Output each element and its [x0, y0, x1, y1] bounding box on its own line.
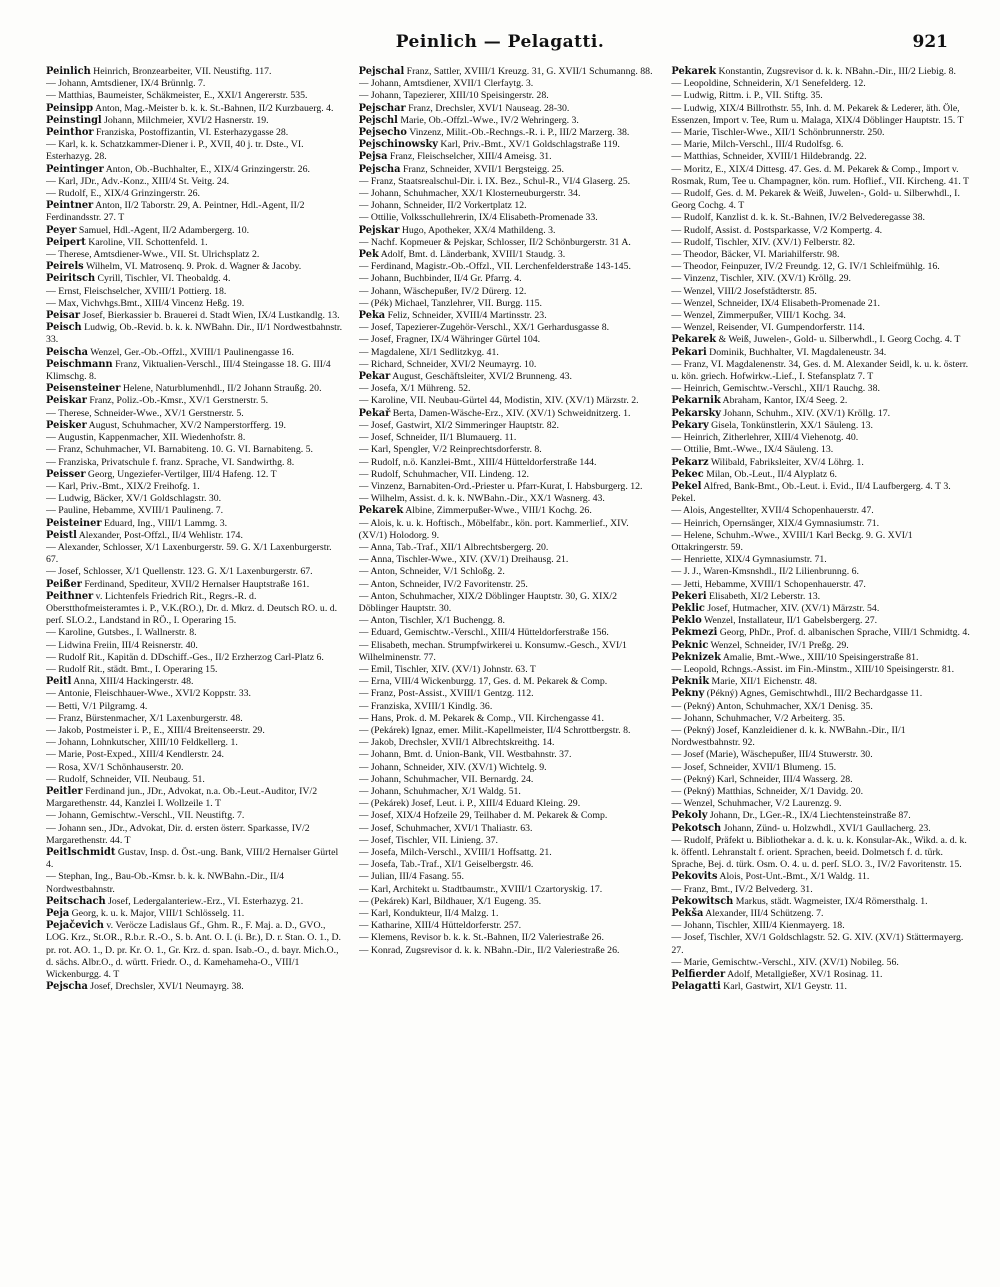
directory-entry: Peisker August, Schuhmacher, XV/2 Namperstorfferg. 19.: [46, 419, 286, 431]
directory-entry: — Julian, III/4 Fasang. 55.: [358, 871, 464, 883]
directory-entry: — Marie, Post-Exped., XIII/4 Kendlerstr. 24.: [46, 749, 224, 761]
directory-entry: — (Pekárek) Karl, Bildhauer, X/1 Eugeng. 35.: [358, 895, 542, 907]
directory-entry: Peisser Georg, Ungeziefer-Vertilger, III/4 Hafeng. 12. T: [46, 468, 277, 480]
directory-entry: — Franziska, XVIII/1 Kindlg. 36.: [358, 700, 493, 712]
directory-entry: Peisteiner Eduard, Ing., VIII/1 Lammg. 3.: [46, 517, 228, 529]
directory-entry: — Karoline, VII. Neubau-Gürtel 44, Modistin, XIV. (XV/1) Märzstr. 2.: [358, 395, 639, 407]
directory-entry: Pekarz Wilibald, Fabriksleiter, XV/4 Löhrg. 1.: [671, 456, 864, 468]
directory-entry: — Josef, Schuhmacher, XVI/1 Thaliastr. 63.: [358, 822, 533, 834]
directory-entry: — Pauline, Hebamme, XVIII/1 Paulineng. 7.: [46, 505, 224, 517]
directory-entry: — Ludwig, XIX/4 Billrothstr. 55, Inh. d. M. Pekarek & Lederer, äth. Öle, Essenzen, Import v. Tee, Rum u. Malaga, XIX/4 Döblinger Hauptstr. 15. T: [671, 102, 964, 126]
directory-entry: Peitlschmidt Gustav, Insp. d. Öst.-ung. Bank, VIII/2 Hernalser Gürtel 4.: [46, 847, 339, 871]
directory-entry: — Josefa, X/1 Mühreng. 52.: [358, 383, 471, 395]
directory-entry: — Johann, Amtsdiener, IX/4 Brünnlg. 7.: [46, 78, 206, 90]
directory-entry: — Henriette, XIX/4 Gymnasiumstr. 71.: [671, 554, 827, 566]
directory-entry: — (Pekárek) Josef, Leut. i. P., XIII/4 Eduard Kleing. 29.: [358, 798, 581, 810]
page-header: [40, 32, 960, 60]
directory-entry: — Magdalene, XI/1 Sedlitzkyg. 41.: [358, 346, 499, 358]
directory-entry: — Josef, Schlosser, X/1 Quellenstr. 123. G. X/1 Laxenburgerstr. 67.: [46, 566, 313, 578]
directory-entry: — Alexander, Schlosser, X/1 Laxenburgerstr. 59. G. X/1 Laxenburgerstr. 67.: [46, 541, 332, 566]
directory-entry: — (Pekárek) Ignaz, emer. Milit.-Kapellmeister, II/4 Schrottbergstr. 8.: [358, 724, 631, 736]
directory-entry: — (Pekný) Anton, Schuhmacher, XX/1 Denisg. 35.: [671, 700, 873, 712]
directory-entry: — Johann, Gemischtw.-Verschl., VII. Neustiftg. 7.: [46, 810, 245, 822]
directory-entry: — Franz, Bürstenmacher, X/1 Laxenburgerstr. 48.: [46, 712, 243, 724]
directory-entry: — Johann, Schuhmacher, X/1 Waldg. 51.: [358, 785, 521, 797]
directory-entry: Peintner Anton, II/2 Taborstr. 29, A. Peintner, Hdl.-Agent, II/2 Ferdinandsstr. 27. T: [46, 200, 305, 224]
directory-entry: — Anton, Tischler, X/1 Buchengg. 8.: [358, 615, 505, 627]
directory-entry: Peischa Wenzel, Ger.-Ob.-Offzl., XVIII/1 Paulinengasse 16.: [46, 346, 294, 358]
directory-entry: — Karoline, Gutsbes., I. Wallnerstr. 8.: [46, 627, 197, 639]
directory-entry: Peiskar Franz, Poliz.-Ob.-Kmsr., XV/1 Gerstnerstr. 5.: [46, 395, 269, 407]
directory-entry: — Moritz, E., XIX/4 Dittesg. 47. Ges. d. M. Pekarek & Comp., Import v. Rosmak, Rum, Tee u. Champagner, kön. rum. Hoflief., VII. Kircheng. 41. T: [671, 163, 970, 187]
directory-entry: — Johann, Schuhmacher, V/2 Arbeiterg. 35.: [671, 712, 845, 724]
directory-entry: — Josef, XIX/4 Hofzeile 29, Teilhaber d. M. Pekarek & Comp.: [358, 810, 608, 822]
directory-entry: — Heinrich, Zitherlehrer, XIII/4 Viehenotg. 40.: [671, 432, 859, 444]
directory-entry: — Ottilie, Bmt.-Wwe., IX/4 Säuleng. 13.: [671, 444, 834, 456]
directory-entry: — Johann, Buchbinder, II/4 Gr. Pfarrg. 4.: [358, 273, 522, 285]
directory-entry: — (Pekný) Karl, Schneider, III/4 Wasserg. 28.: [671, 773, 853, 785]
directory-entry: — Lidwina Freiin, III/4 Reisnerstr. 40.: [46, 639, 198, 651]
directory-entry: Pekel Alfred, Bank-Bmt., Ob.-Leut. i. Evid., II/4 Laufbergerg. 4. T 3. Pekel.: [671, 480, 951, 505]
directory-entry: — Emil, Tischler, XIV. (XV/1) Johnstr. 63. T: [358, 663, 536, 675]
directory-entry: Pekec Milan, Ob.-Leut., II/4 Alyplatz 6.: [671, 468, 837, 480]
directory-entry: — Matthias, Baumeister, Schäkmeister, E., XXI/1 Angererstr. 535.: [46, 90, 308, 102]
directory-entry: — Anna, Tab.-Traf., XII/1 Albrechtsbergerg. 20.: [358, 541, 549, 553]
directory-entry: — Leopold, Rchngs.-Assist. im Fin.-Minstm., XIII/10 Speisingerstr. 81.: [671, 663, 955, 675]
directory-entry: Pelfierder Adolf, Metallgießer, XV/1 Rosinag. 11.: [671, 969, 883, 981]
directory-entry: — Johann, Bmt. d. Union-Bank, VII. Westbahnstr. 37.: [358, 749, 572, 761]
directory-entry: Peknik Marie, XII/1 Eichenstr. 48.: [671, 676, 818, 688]
directory-entry: Peklic Josef, Hutmacher, XIV. (XV/1) Märzstr. 54.: [671, 602, 880, 614]
directory-entry: — Ludwig, Bäcker, XV/1 Goldschlagstr. 30.: [46, 493, 222, 505]
directory-entry: Peinsipp Anton, Mag.-Meister b. k. k. St.-Bahnen, II/2 Kurzbauerg. 4.: [46, 102, 334, 114]
directory-entry: — Franziska, Privatschule f. franz. Sprache, VI. Sandwirthg. 8.: [46, 456, 295, 468]
directory-entry: Peistl Alexander, Post-Offzl., II/4 Wehlistr. 174.: [46, 529, 243, 541]
directory-entry: — Jakob, Drechsler, XVII/1 Albrechtskreithg. 14.: [358, 737, 555, 749]
directory-entry: — Karl, JDr., Adv.-Konz., XIII/4 St. Veitg. 24.: [46, 175, 230, 187]
directory-entry: — Josef, Schneider, XVII/1 Blumeng. 15.: [671, 761, 837, 773]
directory-entry: — Heinrich, Gemischtw.-Verschl., XII/1 Rauchg. 38.: [671, 383, 880, 395]
directory-entry: Peirels Wilhelm, VI. Matrosenq. 9. Prok. d. Wagner & Jacoby.: [46, 261, 302, 273]
directory-entry: — Josef, Fragner, IX/4 Währinger Gürtel 104.: [358, 334, 541, 346]
directory-entry: — Richard, Schneider, XVI/2 Neumayrg. 10.: [358, 358, 537, 370]
directory-entry: — Anna, Tischler-Wwe., XIV. (XV/1) Dreihausg. 21.: [358, 554, 569, 566]
directory-entry: — Helene, Schuhm.-Wwe., XVIII/1 Karl Beckg. 9. G. XVI/1 Ottakringerstr. 59.: [671, 529, 913, 553]
directory-entry: — Heinrich, Opernsänger, XIX/4 Gymnasiumstr. 71.: [671, 517, 880, 529]
directory-entry: — Matthias, Schneider, XVIII/1 Hildebrandg. 22.: [671, 151, 867, 163]
directory-entry: Pejscha Josef, Drechsler, XVI/1 Neumayrg. 38.: [46, 981, 244, 993]
directory-entry: — Theodor, Bäcker, VI. Mariahilferstr. 98.: [671, 249, 840, 261]
directory-entry: — Leopoldine, Schneiderin, X/1 Senefelderg. 12.: [671, 78, 866, 90]
directory-entry: Pekarnik Abraham, Kantor, IX/4 Seeg. 2.: [671, 395, 848, 407]
directory-entry: — Rudolf, Ges. d. M. Pekarek & Weiß, Juwelen-, Gold- u. Silberwhdl., I. Georg Cochg. 4. T: [671, 188, 960, 212]
directory-entry: Pekny (Pékný) Agnes, Gemischtwhdl., III/2 Bechardgasse 11.: [671, 688, 923, 700]
directory-entry: — Josef, Tischler, XV/1 Goldschlagstr. 52. G. XIV. (XV/1) Stättermayerg. 27.: [671, 932, 964, 956]
directory-entry: — Vinzenz, Tischler, XIV. (XV/1) Kröllg. 29.: [671, 273, 851, 285]
directory-entry: Pejschar Franz, Drechsler, XVI/1 Nauseag. 28-30.: [358, 102, 570, 114]
directory-entry: Pekari Dominik, Buchhalter, VI. Magdaleneustr. 34.: [671, 346, 887, 358]
running-head: Peinlich — Pelagatti.: [395, 32, 605, 52]
directory-entry: — Wenzel, Zimmerpußer, VIII/1 Kochg. 34.: [671, 310, 846, 322]
directory-entry: Pelagatti Karl, Gastwirt, XI/1 Geystr. 11.: [671, 981, 847, 993]
directory-entry: — Erna, VIII/4 Wickenburgg. 17, Ges. d. M. Pekarek & Comp.: [358, 676, 608, 688]
directory-entry: Peintinger Anton, Ob.-Buchhalter, E., XIX/4 Grinzingerstr. 26.: [46, 163, 310, 175]
directory-entry: — Jetti, Hebamme, XVIII/1 Schopenhauerstr. 47.: [671, 578, 866, 590]
directory-entry: — Max, Vichvhgs.Bmt., XIII/4 Vincenz Heßg. 19.: [46, 297, 245, 309]
directory-entry: — Alois, Angestellter, XVII/4 Schopenhauerstr. 47.: [671, 505, 874, 517]
directory-entry: Pekarek Albine, Zimmerpußer-Wwe., VIII/1 Kochg. 26.: [358, 505, 592, 517]
directory-entry: — Elisabeth, mechan. Strumpfwirkerei u. Konsumw.-Gesch., XVI/1 Wilhelminenstr. 77.: [358, 639, 627, 663]
directory-entry: — Rudolf, n.ö. Kanzlei-Bmt., XIII/4 Hütteldorferstraße 144.: [358, 456, 597, 468]
directory-entry: Pekary Gisela, Tonkünstlerin, XX/1 Säuleng. 13.: [671, 419, 873, 431]
directory-entry: — Josef (Marie), Wäschepußer, III/4 Stuwerstr. 30.: [671, 749, 873, 761]
directory-entry: Pekar August, Geschäftsleiter, XVI/2 Brunneng. 43.: [358, 371, 572, 383]
directory-entry: Peisch Ludwig, Ob.-Revid. b. k. k. NWBahn. Dir., II/1 Nordwestbahnstr. 33.: [46, 322, 343, 346]
directory-entry: Peipert Karoline, VII. Schottenfeld. 1.: [46, 236, 208, 248]
directory-entry: — Anton, Schuhmacher, XIX/2 Döblinger Hauptstr. 30, G. XIX/2 Döblinger Hauptstr. 30.: [358, 590, 618, 614]
directory-entry: — Anton, Schneider, V/1 Schloßg. 2.: [358, 566, 505, 578]
directory-entry: Peißer Ferdinand, Spediteur, XVII/2 Hernalser Hauptstraße 161.: [46, 578, 310, 590]
directory-entry: — Anton, Schneider, IV/2 Favoritenstr. 25.: [358, 578, 528, 590]
directory-entry: — Marie, Milch-Verschl., III/4 Rudolfsg. 6.: [671, 139, 844, 151]
directory-entry: — Wilhelm, Assist. d. k. k. NWBahn.-Dir., XX/1 Wasnerg. 43.: [358, 493, 605, 505]
directory-entry: — (Pekný) Matthias, Schneider, X/1 Davidg. 20.: [671, 785, 864, 797]
directory-entry: Peitschach Josef, Ledergalanteriew.-Erz., VI. Esterhazyg. 21.: [46, 895, 304, 907]
directory-entry: — Rudolf, E., XIX/4 Grinzingerstr. 26.: [46, 188, 201, 200]
directory-entry: — Stephan, Ing., Bau-Ob.-Kmsr. b. k. k. NWBahn.-Dir., II/4 Nordwestbahnstr.: [46, 871, 285, 895]
directory-entry: — Wenzel, VIII/2 Josefstädterstr. 85.: [671, 285, 817, 297]
directory-entry: Pejschinowsky Karl, Priv.-Bmt., XV/1 Goldschlagstraße 119.: [358, 139, 620, 151]
directory-entry: — Josef, Tischler, VII. Linieng. 37.: [358, 834, 498, 846]
directory-entry: — Johann, Amtsdiener, XVII/1 Clerfaytg. 3.: [358, 78, 534, 90]
directory-entry: Pekarek Konstantin, Zugsrevisor d. k. k. NBahn.-Dir., III/2 Liebig. 8.: [671, 66, 956, 77]
directory-entry: — Therese, Schneider-Wwe., XV/1 Gerstnerstr. 5.: [46, 407, 244, 419]
directory-entry: — Karl, Architekt u. Stadtbaumstr., XVIII/1 Czartoryskig. 17.: [358, 883, 603, 895]
directory-entry: — (Pék) Michael, Tanzlehrer, VII. Burgg. 115.: [358, 297, 542, 309]
directory-entry: — (Pekný) Josef, Kanzleidiener d. k. k. NWBahn.-Dir., II/1 Nordwestbahnstr. 92.: [671, 724, 906, 749]
directory-entry: Pek Adolf, Bmt. d. Länderbank, XVIII/1 Staudg. 3.: [358, 249, 566, 261]
directory-entry: — Theodor, Feinpuzer, IV/2 Freundg. 12, G. IV/1 Schleifmühlg. 16.: [671, 261, 940, 273]
page-number: 921: [912, 32, 948, 52]
directory-entry: Pekarsky Johann, Schuhm., XIV. (XV/1) Kröllg. 17.: [671, 407, 891, 419]
directory-entry: — Klemens, Revisor b. k. k. St.-Bahnen, II/2 Valeriestraße 26.: [358, 932, 604, 944]
directory-entry: — Josef, Tapezierer-Zugehör-Verschl., XX/1 Gerhardusgasse 8.: [358, 322, 610, 334]
directory-entry: — Josefa, Tab.-Traf., XI/1 Geiselbergstr. 46.: [358, 859, 534, 871]
column-2: [359, 66, 658, 1266]
directory-entry: — Ludwig, Rittm. i. P., VII. Stiftg. 35.: [671, 90, 823, 102]
directory-entry: Peinlich Heinrich, Bronzearbeiter, VII. Neustiftg. 117.: [46, 66, 272, 77]
directory-entry: Peinstingl Johann, Milchmeier, XVI/2 Hasnerstr. 19.: [46, 114, 269, 126]
directory-entry: Peja Georg, k. u. k. Major, VIII/1 Schlösselg. 11.: [46, 908, 245, 920]
directory-entry: — Eduard, Gemischtw.-Verschl., XIII/4 Hütteldorferstraße 156.: [358, 627, 609, 639]
directory-entry: — Betti, V/1 Pilgramg. 4.: [46, 700, 148, 712]
directory-entry: Peitler Ferdinand jun., JDr., Advokat, n.a. Ob.-Leut.-Auditor, IV/2 Margarethenstr. 44, Kanzlei I. Wollzeile 1. T: [46, 785, 318, 810]
directory-entry: — Rudolf Rit., Kapitän d. DDschiff.-Ges., II/2 Erzherzog Carl-Platz 6.: [46, 651, 324, 663]
directory-entry: — Franz, Bmt., IV/2 Belvederg. 31.: [671, 883, 813, 895]
directory-entry: — Ernst, Fleischselcher, XVIII/1 Pottierg. 18.: [46, 285, 227, 297]
directory-entry: Peklo Wenzel, Installateur, II/1 Gabelsbergerg. 27.: [671, 615, 878, 627]
directory-entry: Pejsecho Vinzenz, Milit.-Ob.-Rechngs.-R. i. P., III/2 Marzerg. 38.: [358, 127, 630, 139]
directory-entry: — Rudolf, Schneider, VII. Neubaug. 51.: [46, 773, 205, 785]
directory-entry: — Karl, k. k. Schatzkammer-Diener i. P., XVII, 40 j. tr. Dste., VI. Esterhazyg. 28.: [46, 139, 304, 163]
directory-entry: Pekša Alexander, III/4 Schützeng. 7.: [671, 908, 824, 920]
directory-entry: Peischmann Franz, Viktualien-Verschl., III/4 Steingasse 18. G. III/4 Klimschg. 8.: [46, 358, 331, 383]
directory-entry: — Johann, Wäschepußer, IV/2 Dürerg. 12.: [358, 285, 527, 297]
column-3: [671, 66, 970, 1266]
directory-entry: — Rosa, XV/1 Schönhauserstr. 20.: [46, 761, 184, 773]
columns: [46, 66, 970, 1266]
directory-entry: — Johann sen., JDr., Advokat, Dir. d. ersten österr. Sparkasse, IV/2 Margarethenstr. 44. T: [46, 822, 310, 846]
column-1: [46, 66, 345, 1266]
directory-entry: — Karl, Kondukteur, II/4 Malzg. 1.: [358, 908, 499, 920]
directory-entry: Pekarek & Weiß, Juwelen-, Gold- u. Silberwhdl., I. Georg Cochg. 4. T: [671, 334, 961, 346]
directory-entry: — Jakob, Postmeister i. P., E., XIII/4 Breitenseerstr. 29.: [46, 724, 265, 736]
directory-entry: — Karl, Spengler, V/2 Reinprechtsdorferstr. 8.: [358, 444, 542, 456]
directory-entry: Pejschl Marie, Ob.-Offzl.-Wwe., IV/2 Wehringerg. 3.: [358, 114, 579, 126]
directory-entry: — Rudolf, Assist. d. Postsparkasse, V/2 Kompertg. 4.: [671, 224, 883, 236]
directory-entry: Pejsa Franz, Fleischselcher, XIII/4 Ameisg. 31.: [358, 151, 552, 163]
directory-entry: — Rudolf, Kanzlist d. k. k. St.-Bahnen, IV/2 Belvederegasse 38.: [671, 212, 925, 224]
directory-entry: Pejskar Hugo, Apotheker, XX/4 Mathildeng. 3.: [358, 224, 556, 236]
directory-entry: — Hans, Prok. d. M. Pekarek & Comp., VII. Kirchengasse 41.: [358, 712, 604, 724]
directory-entry: Peisar Josef, Bierkassier b. Brauerei d. Stadt Wien, IX/4 Lustkandlg. 13.: [46, 310, 340, 322]
directory-entry: Pejačevich v. Veröcze Ladislaus Gf., Ghm. R., F. Maj. a. D., GVO., LOG. Krz., St.OR., R.b.r. R.-O., S. b. Ant. O. I. (i. Br.), D. r. Stan. O. 1., D. pr. rot. AO. 1., D. pr. Kr. O. 1., Gr. Krz. d. span. Isab.-O., d. bayr. Mich.O., d. sächs. Albr.O., d. württ. Friedr. O., d. Kamehameha-O., VIII/1 Wickenburgg. 4. T: [46, 920, 341, 981]
directory-entry: Pejscha Franz, Schneider, XVII/1 Bergsteigg. 25.: [358, 163, 565, 175]
directory-entry: Peka Feliz, Schneider, XVIII/4 Martinsstr. 23.: [358, 310, 547, 322]
directory-entry: Peknizek Amalie, Bmt.-Wwe., XIII/10 Speisingerstraße 81.: [671, 651, 919, 663]
directory-entry: — Franz, Schuhmacher, VI. Barnabiteng. 10. G. VI. Barnabiteng. 5.: [46, 444, 313, 456]
directory-entry: Peinthor Franziska, Postoffizantin, VI. Esterhazygasse 28.: [46, 127, 289, 139]
directory-entry: Pekař Berta, Damen-Wäsche-Erz., XIV. (XV/1) Schweidnitzerg. 1.: [358, 407, 631, 419]
directory-entry: — Franz, Staatsrealschul-Dir. i. IX. Bez., Schul-R., VI/4 Glaserg. 25.: [358, 175, 631, 187]
directory-entry: — Josef, Schneider, II/1 Blumauerg. 11.: [358, 432, 517, 444]
directory-entry: Peknic Wenzel, Schneider, IV/1 Preßg. 29.: [671, 639, 849, 651]
directory-entry: — Wenzel, Reisender, VI. Gumpendorferstr. 114.: [671, 322, 865, 334]
directory-entry: — Augustin, Kappenmacher, XII. Wiedenhofstr. 8.: [46, 432, 246, 444]
directory-entry: — Ottilie, Volksschullehrerin, IX/4 Elisabeth-Promenade 33.: [358, 212, 598, 224]
directory-entry: — Johann, Tischler, XIII/4 Kienmayerg. 18.: [671, 920, 845, 932]
directory-entry: — Johann, Schneider, XIV. (XV/1) Wichtelg. 9.: [358, 761, 547, 773]
directory-entry: Pekotsch Johann, Zünd- u. Holzwhdl., XVI/1 Gaullacherg. 23.: [671, 822, 931, 834]
directory-entry: — Josefa, Milch-Verschl., XVIII/1 Hoffsattg. 21.: [358, 847, 552, 858]
directory-entry: — Rudolf, Tischler, XIV. (XV/1) Felberstr. 82.: [671, 236, 856, 248]
directory-entry: — Alois, k. u. k. Hoftisch., Möbelfabr., kön. port. Kammerlief., XIV. (XV/1) Holodorg. 9.: [358, 517, 629, 541]
directory-entry: — Marie, Tischler-Wwe., XII/1 Schönbrunnerstr. 250.: [671, 127, 885, 139]
directory-entry: Peyer Samuel, Hdl.-Agent, II/2 Adambergerg. 10.: [46, 224, 250, 236]
directory-entry: — Wenzel, Schuhmacher, V/2 Laurenzg. 9.: [671, 798, 842, 810]
directory-entry: Pekovits Alois, Post-Unt.-Bmt., X/1 Waldg. 11.: [671, 871, 870, 883]
directory-entry: — Rudolf, Präfekt u. Bibliothekar a. d. k. u. k. Konsular-Ak., Wikd. a. d. k. k. öffentl. Lehranstalt f. orient. Sprachen, beeid. Dolmetsch f. d. türk. Sprache, Bej. d. türk. Osm. O. 4. u. d. perſ. SLO. 3., IV/2 Favoritenstr. 15.: [671, 834, 967, 871]
directory-entry: Peithner v. Lichtenfels Friedrich Rit., Regrs.-R. d. Oberstthofmeisteramtes i. P., V.K.(RO.), Dr. d. Mkrz. d. Deutsch RO. u. d. perſ. SLO.2., Landstand in RÖ., I. Operaring 15.: [46, 590, 338, 627]
directory-entry: — Konrad, Zugsrevisor d. k. k. NBahn.-Dir., II/2 Valeriestraße 26.: [358, 944, 620, 956]
directory-entry: Peisensteiner Helene, Naturblumenhdl., II/2 Johann Straußg. 20.: [46, 383, 322, 395]
directory-entry: — Wenzel, Schneider, IX/4 Elisabeth-Promenade 21.: [671, 297, 881, 309]
directory-entry: — Nachf. Kopmeuer & Pejskar, Schlosser, II/2 Schönburgerstr. 31 A.: [358, 236, 631, 248]
directory-entry: — Johann, Schuhmacher, VII. Bernardg. 24.: [358, 773, 534, 785]
directory-entry: — Katharine, XIII/4 Hütteldorferstr. 257.: [358, 920, 522, 932]
directory-entry: — Rudolf, Schuhmacher, VII. Lindeng. 12.: [358, 468, 529, 480]
directory-entry: Pekowitsch Markus, städt. Wagmeister, IX/4 Römersthalg. 1.: [671, 895, 928, 907]
directory-entry: — Johann, Lohnkutscher, XIII/10 Feldkellerg. 1.: [46, 737, 238, 749]
directory-entry: — Franz, VI. Magdalenenstr. 34, Ges. d. M. Alexander Seidl, k. u. k. österr. u. kön. griech. Hofwirkw.-Lief., I. Stefansplatz 7. T: [671, 358, 969, 383]
directory-entry: Peiritsch Cyrill, Tischler, VI. Theobaldg. 4.: [46, 273, 231, 285]
directory-entry: Pekoly Johann, Dr., LGer.-R., IX/4 Liechtensteinstraße 87.: [671, 810, 911, 822]
directory-entry: — Antonie, Fleischhauer-Wwe., XVI/2 Koppstr. 33.: [46, 688, 251, 700]
directory-entry: — Marie, Gemischtw.-Verschl., XIV. (XV/1) Nobileg. 56.: [671, 956, 899, 968]
directory-entry: Pejschal Franz, Sattler, XVIII/1 Kreuzg. 31, G. XVII/1 Schumanng. 88.: [358, 66, 653, 77]
directory-entry: — Vinzenz, Barnabiten-Ord.-Priester u. Pfarr-Kurat, I. Habsburgerg. 12.: [358, 480, 643, 492]
directory-entry: — Franz, Post-Assist., XVIII/1 Gentzg. 112.: [358, 688, 534, 700]
directory-entry: Pekeri Elisabeth, XI/2 Leberstr. 13.: [671, 590, 821, 602]
directory-entry: — Josef, Gastwirt, XI/2 Simmeringer Hauptstr. 82.: [358, 419, 559, 431]
directory-entry: — Johann, Tapezierer, XIII/10 Speisingerstr. 28.: [358, 90, 549, 102]
directory-entry: — Therese, Amtsdiener-Wwe., VII. St. Ulrichsplatz 2.: [46, 249, 260, 261]
directory-entry: — J. J., Waren-Kmsnshdl., II/2 Lilienbrunng. 6.: [671, 566, 859, 578]
directory-entry: — Rudolf Rit., städt. Bmt., I. Operaring 15.: [46, 663, 218, 675]
directory-entry: — Johann, Schneider, II/2 Vorkertplatz 12.: [358, 200, 527, 212]
directory-entry: — Karl, Priv.-Bmt., XIX/2 Freihofg. 1.: [46, 480, 200, 492]
directory-entry: Peitl Anna, XIII/4 Hackingerstr. 48.: [46, 676, 194, 688]
directory-entry: — Ferdinand, Magistr.-Ob.-Offzl., VII. Lerchenfelderstraße 143-145.: [358, 261, 631, 273]
directory-entry: Pekmezi Georg, PhDr., Prof. d. albanischen Sprache, VIII/1 Schmidtg. 4.: [671, 627, 970, 639]
directory-entry: — Johann, Schuhmacher, XX/1 Klosterneuburgerstr. 34.: [358, 188, 581, 200]
